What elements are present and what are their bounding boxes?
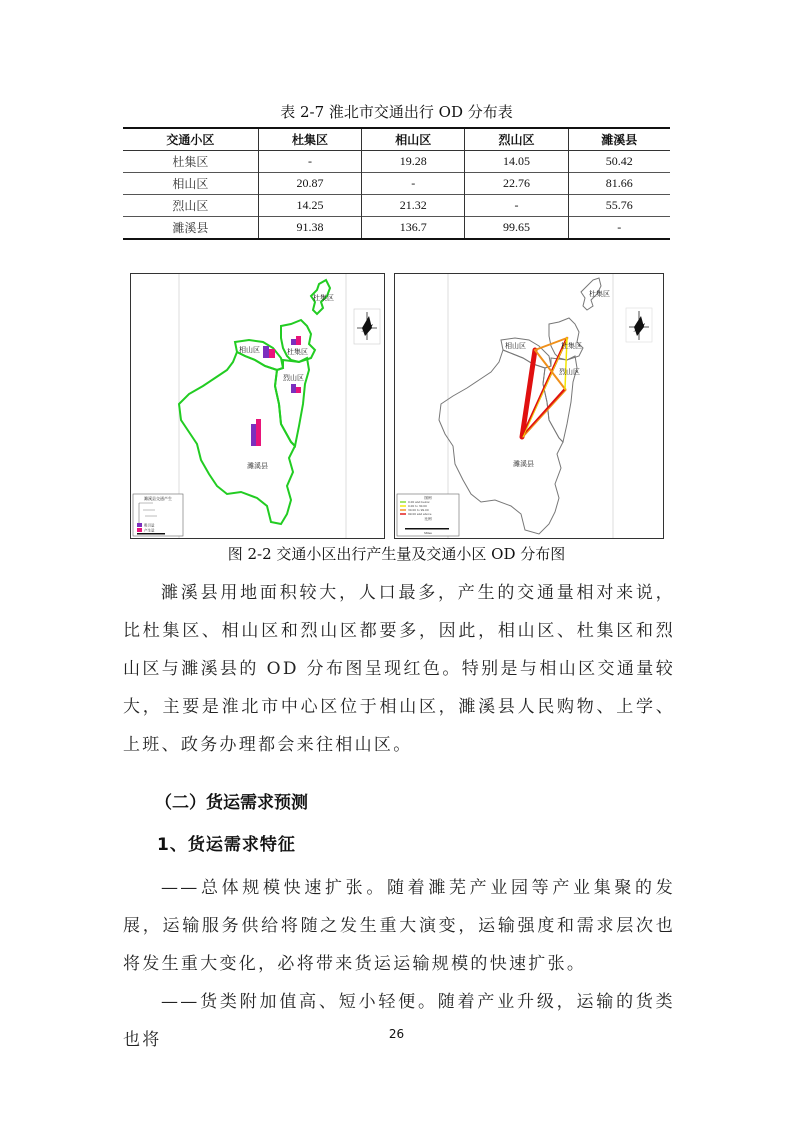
district-boundaries: [439, 278, 601, 534]
map-label: 杜集区: [589, 290, 610, 298]
table-cell: 22.76: [465, 173, 568, 195]
table-row: [123, 173, 670, 195]
od-distribution-map: [394, 273, 664, 539]
body-paragraph: ——货类附加值高、短小轻便。随着产业升级，运输的货类也将: [123, 992, 675, 1050]
table-cell: 81.66: [568, 173, 670, 195]
table-cell: -: [568, 217, 670, 240]
od-distribution-map-canvas: [395, 274, 663, 538]
north-arrow-icon: [354, 309, 380, 344]
od-legend: [397, 494, 459, 536]
map-label: 相山区: [239, 346, 260, 354]
column-header: 烈山区: [465, 128, 568, 151]
table-row: [123, 217, 670, 240]
table-header-row: [123, 128, 670, 151]
district-boundaries: [179, 280, 330, 524]
body-paragraph: ——总体规模快速扩张。随着濉芜产业园等产业集聚的发展，运输服务供给将随之发生重大演变，运输强度和需求层次也将发生重大变化，必将带来货运运输规模的快速扩张。: [123, 878, 675, 974]
bar-lieshan-production: [296, 387, 301, 393]
legend-swatch-attraction: [137, 523, 142, 527]
bar-lieshan-attraction: [291, 384, 296, 393]
table-cell: 19.28: [362, 151, 465, 173]
production-legend: [133, 494, 183, 536]
table-row: [123, 151, 670, 173]
map-label: 杜集区: [287, 348, 308, 356]
table-cell: 14.25: [258, 195, 361, 217]
column-header: 交通小区: [166, 133, 215, 147]
page-number: 26: [388, 1027, 405, 1041]
legend-title: 濉溪县交通产生: [144, 496, 172, 501]
row-header: 濉溪县: [172, 221, 209, 235]
table-cell: -: [362, 173, 465, 195]
scale-bar: [137, 533, 165, 535]
section-heading: （二）货运需求预测: [155, 793, 308, 813]
table-row: [123, 195, 670, 217]
legend-item: 产生量: [144, 528, 155, 533]
map-label: 相山区: [505, 342, 526, 350]
column-header: 濉溪县: [568, 128, 670, 151]
table-cell: -: [465, 195, 568, 217]
row-header: 杜集区: [172, 155, 209, 169]
bar-xiangshan-attraction: [263, 346, 269, 358]
legend-item: 30.00 to 99.00: [408, 508, 429, 512]
column-header: 相山区: [362, 128, 465, 151]
trip-generation-map: [130, 273, 385, 539]
table-cell: 91.38: [258, 217, 361, 240]
scale-unit: Miles: [424, 531, 432, 535]
map-label: 濉溪县: [513, 460, 534, 468]
legend-item: 0.00 and below: [408, 500, 430, 504]
table-cell: 55.76: [568, 195, 670, 217]
table-cell: -: [258, 151, 361, 173]
legend-item: 0.00 to 30.00: [408, 504, 427, 508]
scale-title: 比例: [424, 517, 432, 521]
north-arrow-icon: [626, 308, 652, 342]
legend-item: 吸引量: [144, 523, 155, 528]
trip-generation-map-canvas: [131, 274, 384, 538]
row-header: 相山区: [172, 177, 209, 191]
legend-item: 99.00 and above: [408, 512, 432, 516]
table-cell: 99.65: [465, 217, 568, 240]
table-cell: 14.05: [465, 151, 568, 173]
map-label: 杜集区: [561, 342, 582, 350]
table-caption: 表 2-7 淮北市交通出行 OD 分布表: [280, 103, 513, 121]
column-header: 杜集区: [258, 128, 361, 151]
od-distribution-table: [123, 127, 670, 240]
legend-swatch-production: [137, 528, 142, 532]
table-cell: 20.87: [258, 173, 361, 195]
bar-duji-production: [296, 336, 301, 345]
map-label: 烈山区: [559, 368, 580, 376]
bar-suixi-production: [256, 419, 261, 446]
body-paragraph: 濉溪县用地面积较大，人口最多，产生的交通量相对来说，比杜集区、相山区和烈山区都要多，因此，相山区、杜集区和烈山区与濉溪县的 OD 分布图呈现红色。特别是与相山区交通量较大，主要是淮北市中心区位于相山区，濉溪县人民购物、上学、上班、政务办理都会来往相山区。: [123, 583, 675, 755]
map-label: 杜集区: [313, 294, 334, 302]
bar-suixi-attraction: [251, 424, 256, 446]
bar-duji-attraction: [291, 339, 296, 345]
figure-caption: 图 2-2 交通小区出行产生量及交通小区 OD 分布图: [227, 545, 566, 563]
map-label: 烈山区: [283, 374, 304, 382]
legend-title: 图例: [424, 496, 432, 500]
table-cell: 50.42: [568, 151, 670, 173]
scale-bar: [405, 528, 449, 530]
bar-xiangshan-production: [269, 349, 275, 358]
row-header: 烈山区: [172, 199, 209, 213]
subsection-heading: 1、货运需求特征: [157, 835, 296, 855]
map-label: 濉溪县: [247, 462, 268, 470]
od-flow-lines: [522, 338, 567, 437]
table-cell: 21.32: [362, 195, 465, 217]
table-cell: 136.7: [362, 217, 465, 240]
